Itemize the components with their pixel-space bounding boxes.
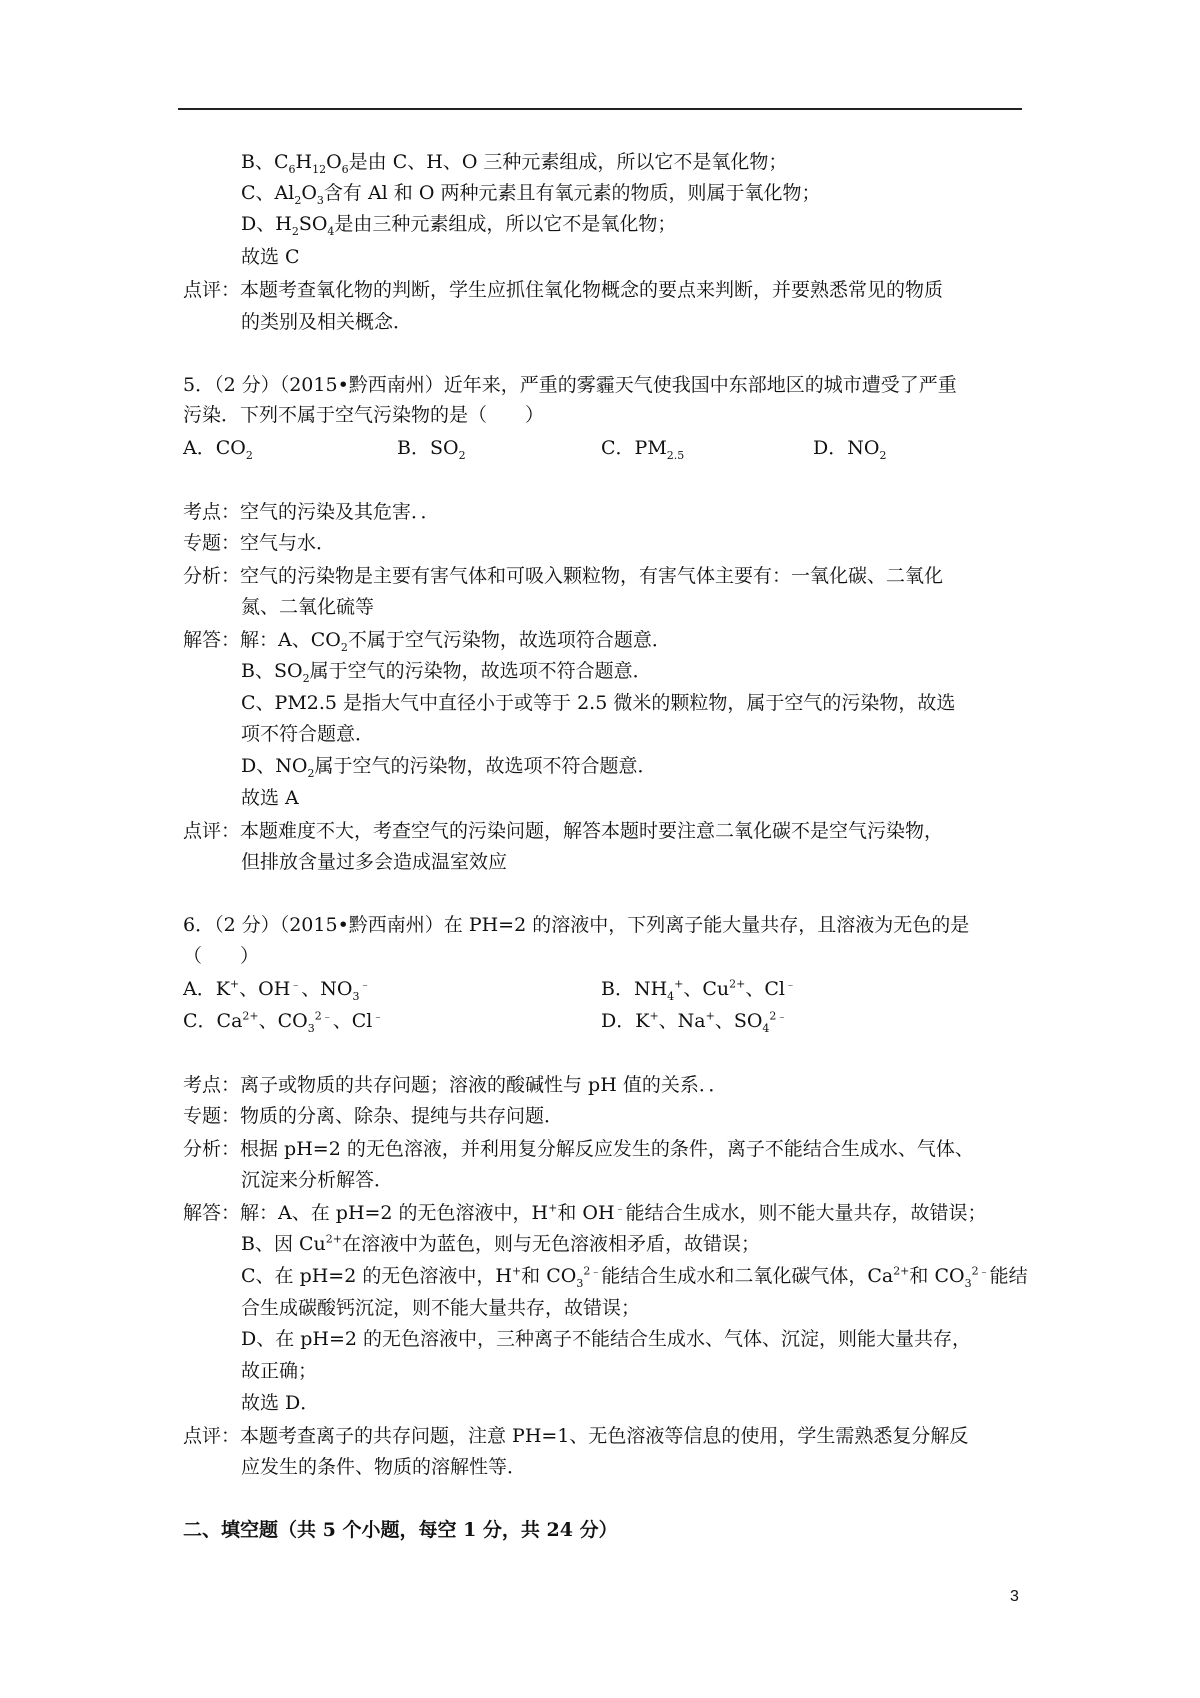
q6-stem: 6．（2 分）（2015•黔西南州）在 PH=2 的溶液中，下列离子能大量共存，且溶液为无色的是 [183, 914, 970, 936]
header-rule [178, 108, 1022, 110]
q4-conclusion: 故选 C [241, 246, 300, 268]
q6-jieda-b: B、因 $Cu^{2+}$在溶液中为蓝色，则与无色溶液相矛盾，故错误； [241, 1232, 761, 1255]
q4-comment-cont: 的类别及相关概念． [241, 311, 413, 333]
q6-dianping: 点评：本题考查离子的共存问题，注意 PH=1、无色溶液等信息的使用，学生需熟悉复分解反 [183, 1425, 969, 1447]
q5-fenxi: 分析：空气的污染物是主要有害气体和可吸入颗粒物，有害气体主要有：一氧化碳、二氧化 [183, 565, 944, 587]
q5-kaodian: 考点：空气的污染及其危害．． [183, 501, 440, 523]
q5-conclusion: 故选 A [241, 787, 299, 809]
q6-jieda-d: D、在 pH=2 的无色溶液中，三种离子不能结合生成水、气体、沉淀，则能大量共存， [241, 1328, 972, 1350]
q5-dianping-cont: 但排放含量过多会造成温室效应 [241, 851, 508, 873]
q6-stem-cont: （ ） [183, 945, 260, 967]
q5-stem-cont: 污染．下列不属于空气污染物的是（ ） [183, 404, 545, 426]
section-heading: 二、填空题（共 5 个小题，每空 1 分，共 24 分） [183, 1519, 618, 1541]
q5-stem: 5．（2 分）（2015•黔西南州）近年来，严重的雾霾天气使我国中东部地区的城市遭受了严重 [183, 374, 957, 396]
q5-option-a: A．$CO_2$ [183, 437, 253, 462]
q6-dianping-cont: 应发生的条件、物质的溶解性等． [241, 1456, 527, 1478]
q5-option-d: D．$NO_2$ [813, 437, 887, 462]
q6-option-c: C．$Ca^{2+}$、$CO_3^{2﹣}$、Cl﹣ [183, 1009, 384, 1035]
q5-option-c: C．$PM_{2.5}$ [601, 437, 685, 462]
q4-option-b-analysis: B、$C_6H_{12}O_6$是由 C、H、O 三种元素组成，所以它不是氧化物； [241, 151, 788, 176]
page-number: 3 [1010, 1588, 1019, 1605]
q6-jieda-c-cont: 合生成碳酸钙沉淀，则不能大量共存，故错误； [241, 1297, 641, 1319]
q4-option-d-analysis: D、$H_2SO_4$是由三种元素组成，所以它不是氧化物； [241, 213, 677, 238]
q5-zhuanti: 专题：空气与水． [183, 532, 336, 554]
q4-option-c-analysis: C、$Al_2O_3$含有 Al 和 O 两种元素且有氧元素的物质，则属于氧化物； [241, 182, 821, 207]
q5-jieda-c-cont: 项不符合题意． [241, 723, 375, 745]
q5-option-b: B．$SO_2$ [397, 437, 466, 462]
q6-jieda-a: 解答：解：A、在 pH=2 的无色溶液中，H+和 OH﹣能结合生成水，则不能大量共存，故错误； [183, 1201, 987, 1224]
q6-jieda-c: C、在 pH=2 的无色溶液中，H+和 $CO_3^{2﹣}$能结合生成水和二氧化碳气体，$Ca^{2+}$和 $CO_3^{2﹣}$能结 [241, 1264, 1028, 1290]
q6-zhuanti: 专题：物质的分离、除杂、提纯与共存问题． [183, 1105, 564, 1127]
q6-option-d: D．K+、Na+、$SO_4^{2﹣}$ [601, 1009, 788, 1035]
q6-conclusion: 故选 D． [241, 1392, 320, 1414]
q5-jieda-c: C、PM2.5 是指大气中直径小于或等于 2.5 微米的颗粒物，属于空气的污染物，故选 [241, 692, 956, 714]
q5-jieda-b: B、$SO_2$属于空气的污染物，故选项不符合题意． [241, 660, 652, 685]
q4-comment: 点评：本题考查氧化物的判断，学生应抓住氧化物概念的要点来判断，并要熟悉常见的物质 [183, 279, 944, 301]
q6-fenxi: 分析：根据 pH=2 的无色溶液，并利用复分解反应发生的条件，离子不能结合生成水、气体、 [183, 1138, 974, 1160]
q5-jieda-d: D、$NO_2$属于空气的污染物，故选项不符合题意． [241, 755, 657, 780]
q5-dianping: 点评：本题难度不大，考查空气的污染问题，解答本题时要注意二氧化碳不是空气污染物， [183, 820, 944, 842]
q6-jieda-d-cont: 故正确； [241, 1360, 318, 1382]
q5-fenxi-cont: 氮、二氧化硫等 [241, 596, 375, 618]
q5-jieda-a: 解答：解：A、$CO_2$不属于空气污染物，故选项符合题意． [183, 629, 671, 654]
q6-option-a: A．K+、OH﹣、$NO_3^﹣$ [183, 977, 371, 1003]
q6-option-b: B．$NH_4^+$、$Cu^{2+}$、Cl﹣ [601, 977, 797, 1003]
q6-fenxi-cont: 沉淀来分析解答． [241, 1169, 394, 1191]
q6-kaodian: 考点：离子或物质的共存问题；溶液的酸碱性与 pH 值的关系．． [183, 1074, 728, 1096]
